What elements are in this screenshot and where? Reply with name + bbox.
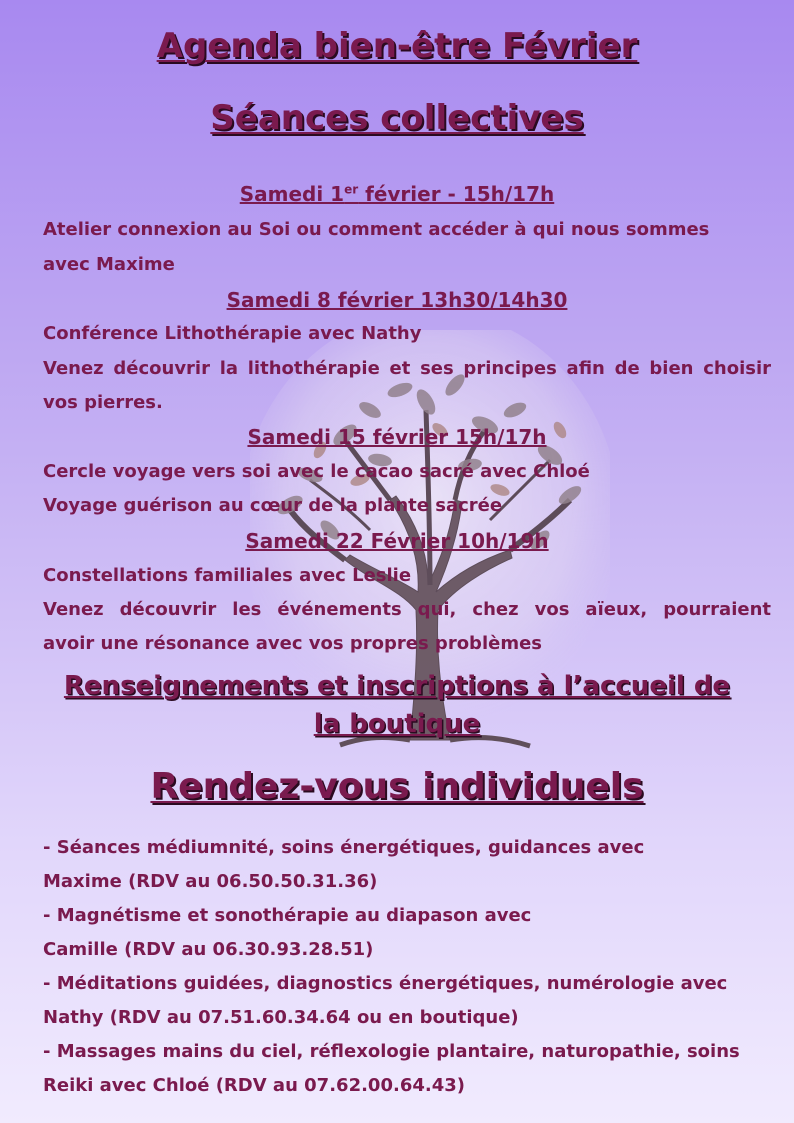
registration-info bbox=[40, 667, 754, 743]
section-title-collective: Séances collectives bbox=[210, 98, 584, 138]
event-1-line-2: avec Maxime bbox=[43, 254, 175, 275]
event-4-line-3: avoir une résonance avec vos propres problèmes bbox=[43, 633, 542, 654]
individual-line-3: - Magnétisme et sonothérapie au diapason avec bbox=[43, 905, 532, 926]
individual-line-7: - Massages mains du ciel, réflexologie plantaire, naturopathie, soins bbox=[43, 1041, 740, 1062]
page-title: Agenda bien-être Février bbox=[156, 26, 638, 66]
event-1-line-1: Atelier connexion au Soi ou comment accéder à qui nous sommes bbox=[43, 219, 710, 240]
registration-info-line-1: Renseignements et inscriptions à l’accueil de bbox=[63, 671, 731, 701]
event-2-line-3: vos pierres. bbox=[43, 392, 163, 413]
section-title-individual: Rendez-vous individuels bbox=[150, 766, 644, 807]
individual-line-1: - Séances médiumnité, soins énergétiques, guidances avec bbox=[43, 837, 645, 858]
registration-info-line-2: la boutique bbox=[313, 709, 481, 739]
event-4-line-2: Venez découvrir les événements qui, chez vos aïeux, pourraient bbox=[43, 599, 771, 620]
event-1-date: Samedi 1er février - 15h/17h bbox=[239, 182, 555, 206]
event-3-line-1: Cercle voyage vers soi avec le cacao sacré avec Chloé bbox=[43, 461, 590, 482]
event-4-date: Samedi 22 Février 10h/19h bbox=[245, 529, 549, 553]
individual-line-4: Camille (RDV au 06.30.93.28.51) bbox=[43, 939, 374, 960]
individual-line-8: Reiki avec Chloé (RDV au 07.62.00.64.43) bbox=[43, 1075, 465, 1096]
individual-line-2: Maxime (RDV au 06.50.50.31.36) bbox=[43, 871, 378, 892]
event-3-date: Samedi 15 février 15h/17h bbox=[247, 425, 547, 449]
event-2-line-2: Venez découvrir la lithothérapie et ses principes afin de bien choisir bbox=[43, 358, 771, 379]
event-2-line-1: Conférence Lithothérapie avec Nathy bbox=[43, 323, 422, 344]
individual-line-5: - Méditations guidées, diagnostics énergétiques, numérologie avec bbox=[43, 973, 728, 994]
individual-line-6: Nathy (RDV au 07.51.60.34.64 ou en boutique) bbox=[43, 1007, 519, 1028]
event-2-date: Samedi 8 février 13h30/14h30 bbox=[226, 288, 568, 312]
event-4-line-1: Constellations familiales avec Leslie bbox=[43, 565, 412, 586]
event-3-line-2: Voyage guérison au cœur de la plante sacrée bbox=[43, 495, 503, 516]
